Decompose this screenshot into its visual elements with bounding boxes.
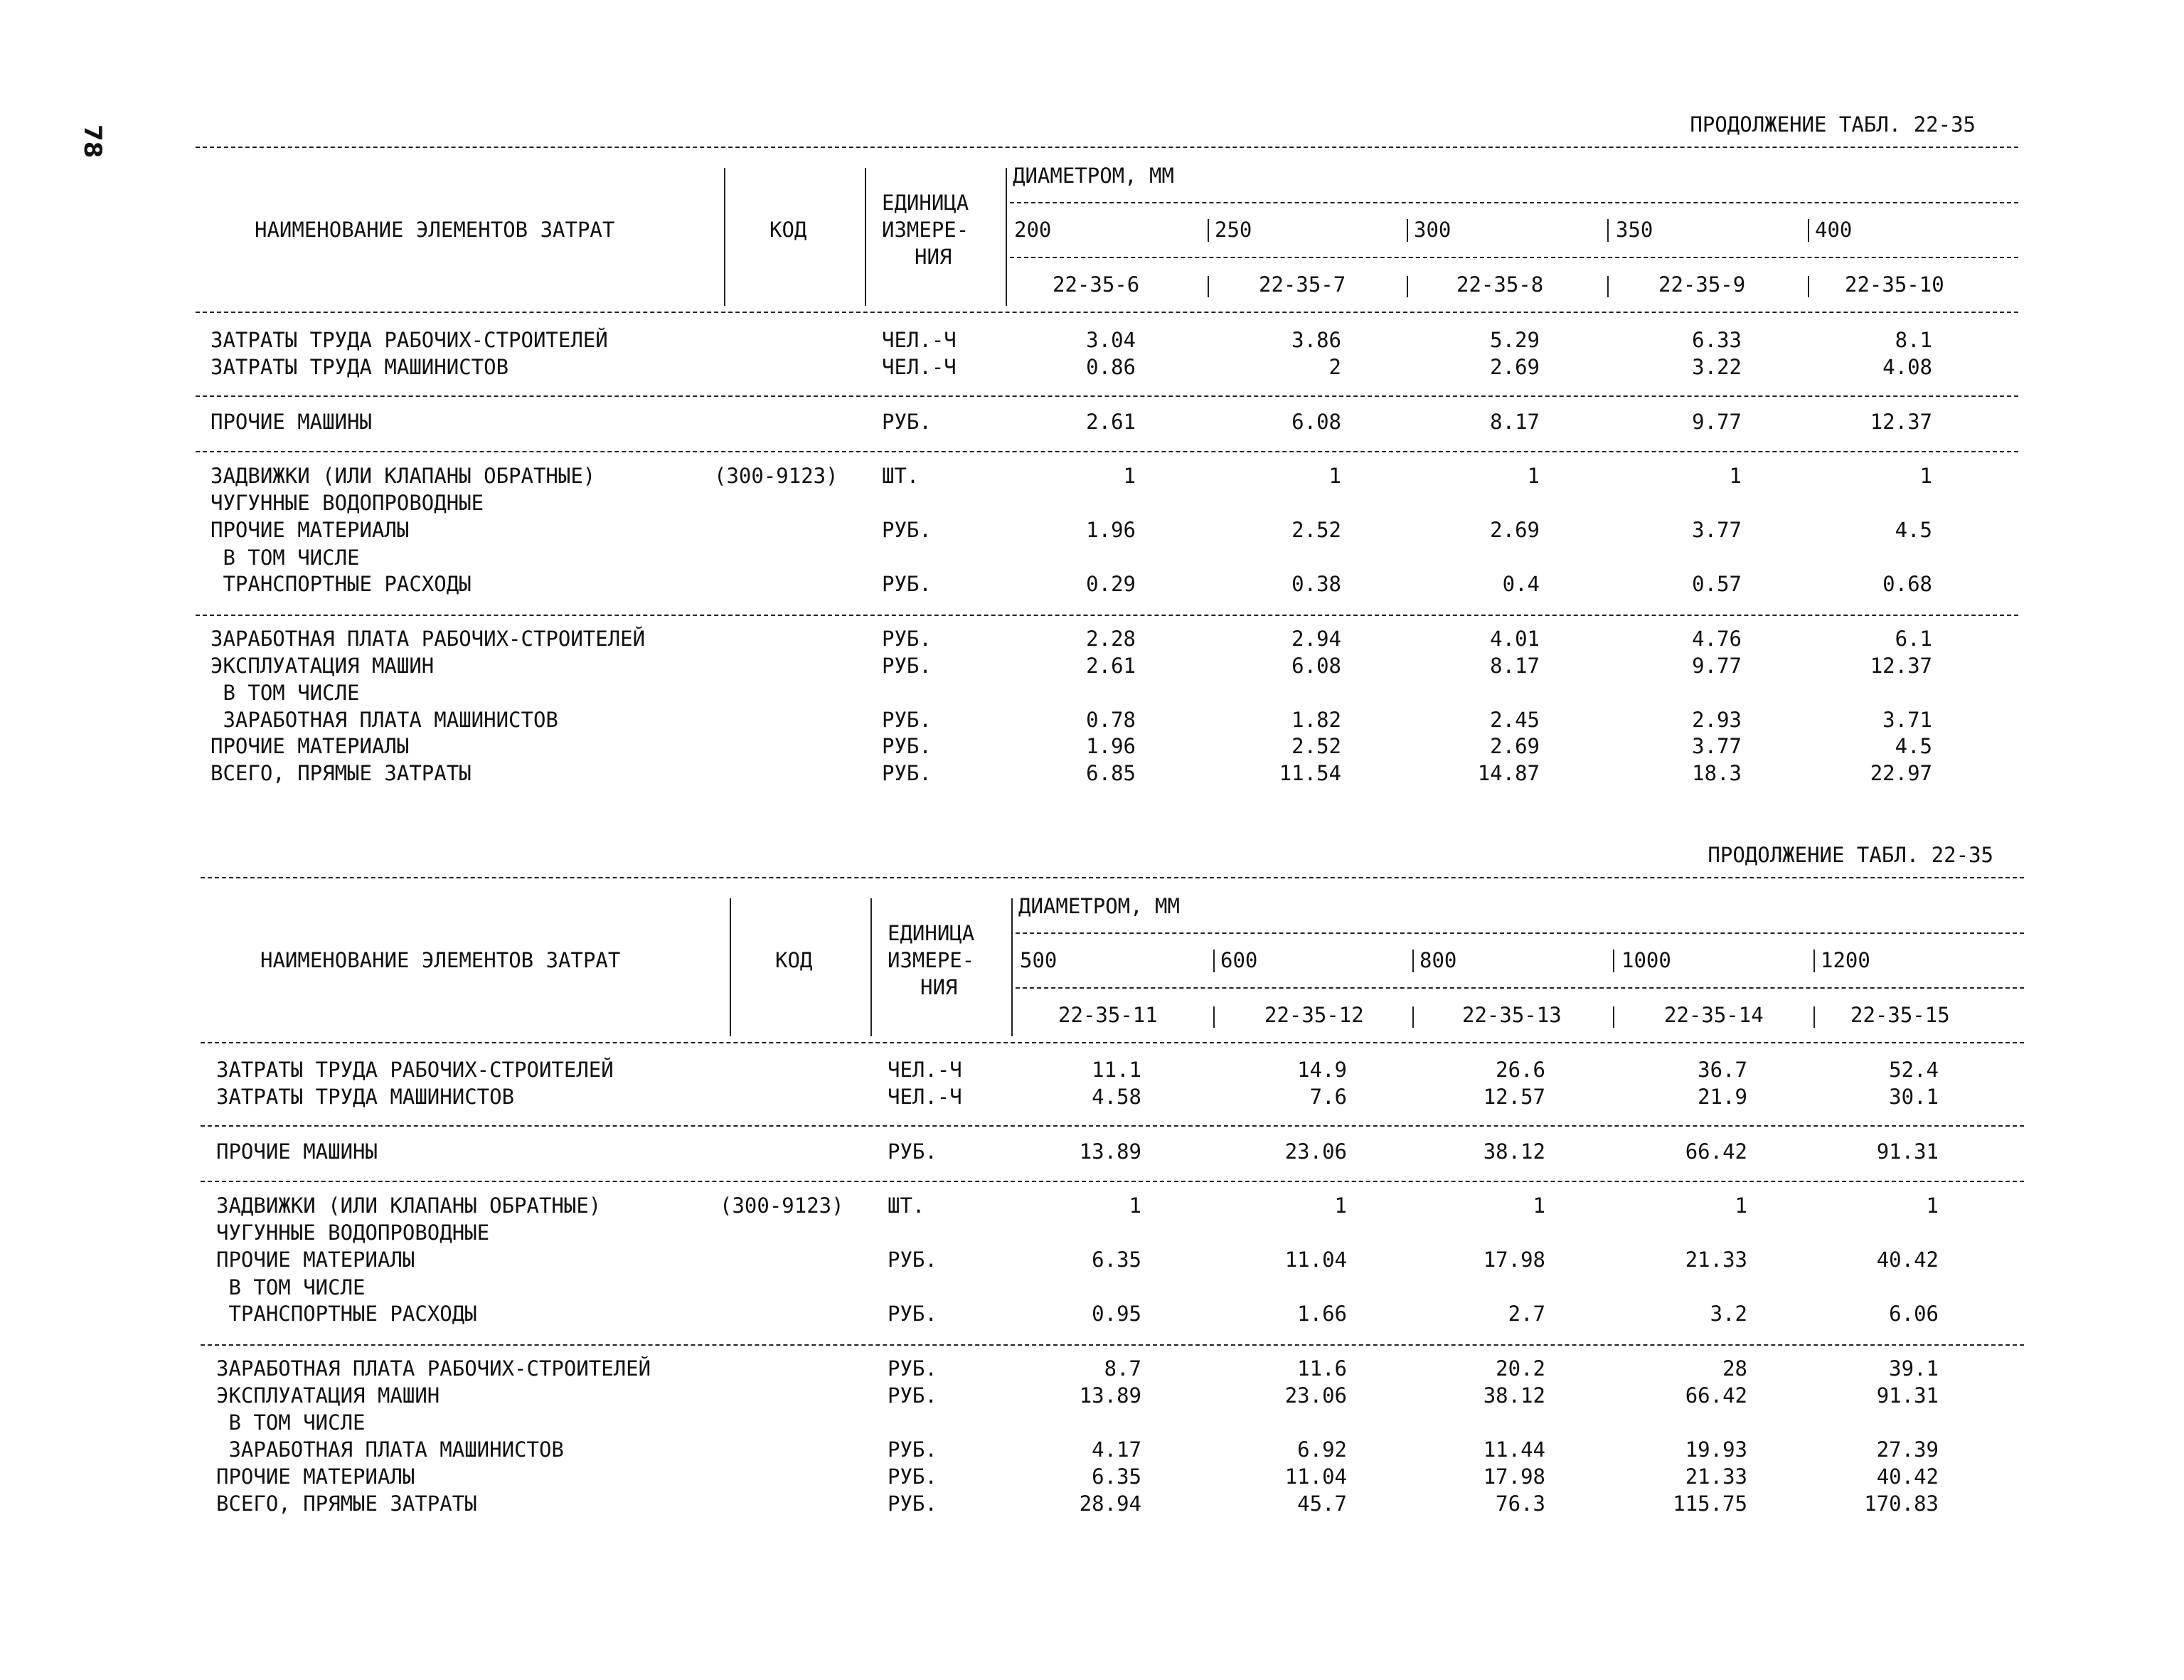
row-value: 11.04: [1284, 1248, 1347, 1272]
row-value: 52.4: [1889, 1058, 1939, 1082]
row-value: 3.22: [1692, 355, 1742, 379]
row-unit: РУБ.: [888, 1139, 937, 1164]
row-value: 0.38: [1291, 572, 1341, 596]
section-rule: [196, 395, 2018, 397]
row-name: ЭКСПЛУАТАЦИЯ МАШИН: [216, 1383, 440, 1408]
header-unit-line1: ЕДИНИЦА: [888, 921, 975, 945]
row-name: ПРОЧИЕ МАШИНЫ: [216, 1139, 378, 1164]
row-value: 6.85: [1086, 761, 1136, 785]
row-unit: РУБ.: [882, 518, 932, 542]
row-unit: ШТ.: [888, 1193, 925, 1218]
unit-column-divider: [1011, 898, 1013, 1036]
row-value: 2.28: [1086, 627, 1136, 651]
row-unit: ЧЕЛ.-Ч: [882, 355, 957, 379]
header-unit-line2: ИЗМЕРЕ-: [888, 948, 975, 972]
row-name: ПРОЧИЕ МАТЕРИАЛЫ: [211, 518, 410, 542]
row-name: В ТОМ ЧИСЛЕ: [211, 681, 360, 705]
row-unit: РУБ.: [882, 410, 932, 434]
row-value: 11.1: [1092, 1058, 1141, 1082]
row-name: ПРОЧИЕ МАТЕРИАЛЫ: [211, 734, 410, 758]
row-name: ПРОЧИЕ МАТЕРИАЛЫ: [216, 1248, 415, 1272]
row-name: ТРАНСПОРТНЫЕ РАСХОДЫ: [216, 1302, 477, 1326]
row-value: 13.89: [1079, 1383, 1141, 1408]
row-value: 27.39: [1876, 1437, 1939, 1462]
row-value: 1.82: [1291, 708, 1341, 732]
row-value: 11.54: [1279, 761, 1341, 785]
row-name: ВСЕГО, ПРЯМЫЕ ЗАТРАТЫ: [216, 1492, 477, 1516]
group-rule: [1010, 202, 2018, 203]
header-unit-line3: НИЯ: [920, 975, 958, 999]
header-rate-code: 22-35-15: [1850, 1003, 1950, 1027]
row-value: 40.42: [1876, 1248, 1939, 1272]
row-unit: ШТ.: [882, 464, 920, 488]
row-value: 0.4: [1502, 572, 1540, 596]
header-rate-code: 22-35-14: [1664, 1003, 1764, 1027]
row-value: 21.33: [1685, 1464, 1747, 1489]
row-unit: РУБ.: [882, 734, 932, 758]
row-value: 4.5: [1895, 518, 1932, 542]
row-name: ЗАТРАТЫ ТРУДА МАШИНИСТОВ: [211, 355, 509, 379]
section-rule: [196, 615, 2018, 616]
name-column-divider: [730, 898, 731, 1036]
row-name: ЗАРАБОТНАЯ ПЛАТА МАШИНИСТОВ: [211, 708, 558, 732]
row-unit: РУБ.: [882, 761, 932, 785]
header-rate-code: 22-35-8: [1456, 272, 1544, 297]
row-unit: РУБ.: [888, 1464, 937, 1489]
header-diameter: 600: [1220, 948, 1258, 972]
header-rate-code: 22-35-6: [1053, 272, 1140, 297]
row-name: ЗАТРАТЫ ТРУДА РАБОЧИХ-СТРОИТЕЛЕЙ: [216, 1058, 614, 1082]
row-value: 4.08: [1882, 355, 1932, 379]
row-value: 3.77: [1692, 518, 1742, 542]
diameter-divider: [1613, 950, 1614, 972]
row-value: 11.6: [1297, 1356, 1347, 1381]
row-value: 3.04: [1086, 328, 1136, 352]
row-name: ЗАРАБОТНАЯ ПЛАТА РАБОЧИХ-СТРОИТЕЛЕЙ: [211, 627, 646, 651]
row-unit: РУБ.: [882, 627, 932, 651]
row-value: 1: [1533, 1193, 1545, 1218]
code-column-divider: [865, 168, 866, 306]
code-divider: [1813, 1006, 1815, 1028]
header-rate-code: 22-35-9: [1658, 272, 1746, 297]
row-value: 6.33: [1692, 328, 1742, 352]
section-rule: [201, 1344, 2024, 1346]
header-diameter-group: ДИАМЕТРОМ, ММ: [1018, 894, 1180, 918]
row-value: 76.3: [1496, 1492, 1545, 1516]
row-value: 115.75: [1673, 1492, 1747, 1516]
row-value: 23.06: [1284, 1383, 1347, 1408]
row-name: В ТОМ ЧИСЛЕ: [216, 1410, 366, 1435]
row-value: 1: [1129, 1193, 1141, 1218]
row-unit: РУБ.: [888, 1492, 937, 1516]
row-name: ЧУГУННЫЕ ВОДОПРОВОДНЫЕ: [211, 491, 484, 515]
header-diameter: 250: [1215, 218, 1252, 242]
row-value: 2.69: [1490, 355, 1540, 379]
code-divider: [1613, 1006, 1614, 1028]
row-name: ЗАТРАТЫ ТРУДА МАШИНИСТОВ: [216, 1085, 515, 1109]
row-value: 13.89: [1079, 1139, 1141, 1164]
row-value: 14.9: [1297, 1058, 1347, 1082]
row-value: 2.69: [1490, 518, 1540, 542]
row-name: ЗАРАБОТНАЯ ПЛАТА РАБОЧИХ-СТРОИТЕЛЕЙ: [216, 1356, 651, 1381]
row-value: 12.57: [1483, 1085, 1545, 1109]
row-value: 2: [1328, 355, 1341, 379]
code-divider: [1407, 276, 1408, 297]
row-value: 6.06: [1889, 1302, 1939, 1326]
row-value: 11.04: [1284, 1464, 1347, 1489]
row-value: 66.42: [1685, 1383, 1747, 1408]
row-value: 22.97: [1870, 761, 1932, 785]
row-name: ЭКСПЛУАТАЦИЯ МАШИН: [211, 654, 435, 678]
row-value: 20.2: [1496, 1356, 1545, 1381]
row-name: В ТОМ ЧИСЛЕ: [211, 546, 360, 570]
row-value: 170.83: [1864, 1492, 1939, 1516]
row-value: 2.52: [1291, 734, 1341, 758]
table-caption: ПРОДОЛЖЕНИЕ ТАБЛ. 22-35: [1708, 843, 1993, 867]
row-value: 91.31: [1876, 1383, 1939, 1408]
header-bottom-rule: [201, 1042, 2024, 1043]
row-unit: РУБ.: [882, 708, 932, 732]
row-value: 4.17: [1092, 1437, 1141, 1462]
diameter-divider: [1607, 219, 1609, 242]
row-unit: РУБ.: [888, 1356, 937, 1381]
row-value: 1.66: [1297, 1302, 1347, 1326]
row-unit: РУБ.: [888, 1437, 937, 1462]
diameter-divider: [1213, 950, 1215, 972]
row-value: 3.86: [1291, 328, 1341, 352]
row-value: 36.7: [1698, 1058, 1747, 1082]
header-name: НАИМЕНОВАНИЕ ЭЛЕМЕНТОВ ЗАТРАТ: [255, 218, 615, 242]
row-value: 40.42: [1876, 1464, 1939, 1489]
row-value: 30.1: [1889, 1085, 1939, 1109]
row-value: 91.31: [1876, 1139, 1939, 1164]
diameter-divider: [1813, 950, 1815, 972]
row-value: 6.35: [1092, 1464, 1141, 1489]
row-value: 21.9: [1698, 1085, 1747, 1109]
header-top-rule: [201, 877, 2024, 878]
diameter-divider: [1208, 219, 1209, 242]
header-rate-code: 22-35-13: [1462, 1003, 1562, 1027]
row-value: 0.57: [1692, 572, 1742, 596]
code-divider: [1208, 276, 1209, 297]
section-rule: [196, 451, 2018, 452]
row-name: ЗАТРАТЫ ТРУДА РАБОЧИХ-СТРОИТЕЛЕЙ: [211, 328, 608, 352]
header-diameter: 800: [1419, 948, 1457, 972]
row-value: 12.37: [1870, 654, 1932, 678]
row-value: 1: [1735, 1193, 1747, 1218]
row-value: 8.1: [1895, 328, 1932, 352]
table-caption: ПРОДОЛЖЕНИЕ ТАБЛ. 22-35: [1690, 112, 1976, 137]
header-unit-line3: НИЯ: [915, 245, 952, 269]
header-bottom-rule: [196, 312, 2018, 313]
code-divider: [1213, 1006, 1215, 1028]
row-value: 19.93: [1685, 1437, 1747, 1462]
row-value: 2.61: [1086, 654, 1136, 678]
row-name: ПРОЧИЕ МАШИНЫ: [211, 410, 372, 434]
section-rule: [201, 1125, 2024, 1127]
row-value: 12.37: [1870, 410, 1932, 434]
row-code: (300-9123): [714, 464, 838, 488]
row-value: 28.94: [1079, 1492, 1141, 1516]
row-value: 1: [1729, 464, 1742, 488]
header-code: КОД: [769, 218, 807, 242]
row-name: ТРАНСПОРТНЫЕ РАСХОДЫ: [211, 572, 472, 596]
row-unit: РУБ.: [882, 572, 932, 596]
row-unit: РУБ.: [888, 1248, 937, 1272]
row-value: 38.12: [1483, 1383, 1545, 1408]
row-value: 4.76: [1692, 627, 1742, 651]
diameter-rule: [1010, 257, 2018, 258]
row-value: 2.94: [1291, 627, 1341, 651]
row-unit: РУБ.: [888, 1302, 937, 1326]
row-name: ЗАРАБОТНАЯ ПЛАТА МАШИНИСТОВ: [216, 1437, 564, 1462]
row-name: ВСЕГО, ПРЯМЫЕ ЗАТРАТЫ: [211, 761, 472, 785]
row-value: 8.7: [1104, 1356, 1141, 1381]
row-value: 4.5: [1895, 734, 1932, 758]
row-value: 2.7: [1508, 1302, 1545, 1326]
row-value: 6.08: [1291, 410, 1341, 434]
row-value: 8.17: [1490, 410, 1540, 434]
row-value: 2.52: [1291, 518, 1341, 542]
row-value: 6.35: [1092, 1248, 1141, 1272]
row-value: 23.06: [1284, 1139, 1347, 1164]
header-top-rule: [196, 147, 2018, 148]
header-name: НАИМЕНОВАНИЕ ЭЛЕМЕНТОВ ЗАТРАТ: [260, 948, 621, 972]
header-code: КОД: [775, 948, 813, 972]
header-rate-code: 22-35-11: [1058, 1003, 1158, 1027]
row-value: 14.87: [1477, 761, 1540, 785]
row-name: ЧУГУННЫЕ ВОДОПРОВОДНЫЕ: [216, 1221, 490, 1245]
row-value: 2.93: [1692, 708, 1742, 732]
diameter-divider: [1808, 219, 1809, 242]
row-name: ЗАДВИЖКИ (ИЛИ КЛАПАНЫ ОБРАТНЫЕ): [216, 1193, 602, 1218]
row-value: 6.1: [1895, 627, 1932, 651]
header-unit-line2: ИЗМЕРЕ-: [882, 218, 969, 242]
code-divider: [1412, 1006, 1414, 1028]
row-value: 1: [1527, 464, 1540, 488]
header-diameter: 500: [1020, 948, 1058, 972]
row-value: 21.33: [1685, 1248, 1747, 1272]
page-number: 78: [78, 124, 107, 159]
header-rate-code: 22-35-7: [1259, 272, 1346, 297]
row-value: 0.68: [1882, 572, 1932, 596]
row-value: 5.29: [1490, 328, 1540, 352]
row-value: 6.92: [1297, 1437, 1347, 1462]
row-value: 26.6: [1496, 1058, 1545, 1082]
code-divider: [1808, 276, 1809, 297]
row-value: 39.1: [1889, 1356, 1939, 1381]
row-value: 11.44: [1483, 1437, 1545, 1462]
row-value: 28: [1722, 1356, 1747, 1381]
unit-column-divider: [1006, 168, 1007, 306]
row-unit: ЧЕЛ.-Ч: [888, 1058, 962, 1082]
row-unit: РУБ.: [882, 654, 932, 678]
row-unit: РУБ.: [888, 1383, 937, 1408]
row-value: 17.98: [1483, 1464, 1545, 1489]
row-value: 0.78: [1086, 708, 1136, 732]
row-value: 2.69: [1490, 734, 1540, 758]
header-rate-code: 22-35-12: [1264, 1003, 1364, 1027]
row-value: 9.77: [1692, 654, 1742, 678]
diameter-rule: [1016, 987, 2024, 989]
row-value: 45.7: [1297, 1492, 1347, 1516]
group-rule: [1016, 932, 2024, 934]
row-value: 1: [1328, 464, 1341, 488]
header-diameter: 400: [1815, 218, 1853, 242]
row-value: 6.08: [1291, 654, 1341, 678]
row-value: 1: [1919, 464, 1932, 488]
row-value: 0.29: [1086, 572, 1136, 596]
code-divider: [1607, 276, 1609, 297]
diameter-divider: [1407, 219, 1408, 242]
row-value: 4.01: [1490, 627, 1540, 651]
name-column-divider: [724, 168, 725, 306]
row-name: ЗАДВИЖКИ (ИЛИ КЛАПАНЫ ОБРАТНЫЕ): [211, 464, 596, 488]
header-unit-line1: ЕДИНИЦА: [882, 191, 969, 215]
row-value: 0.86: [1086, 355, 1136, 379]
row-value: 0.95: [1092, 1302, 1141, 1326]
row-name: В ТОМ ЧИСЛЕ: [216, 1275, 366, 1299]
row-value: 8.17: [1490, 654, 1540, 678]
row-value: 2.45: [1490, 708, 1540, 732]
row-value: 1: [1334, 1193, 1347, 1218]
row-value: 4.58: [1092, 1085, 1141, 1109]
row-name: ПРОЧИЕ МАТЕРИАЛЫ: [216, 1464, 415, 1489]
row-value: 17.98: [1483, 1248, 1545, 1272]
header-diameter-group: ДИАМЕТРОМ, ММ: [1013, 164, 1174, 188]
diameter-divider: [1412, 950, 1414, 972]
row-code: (300-9123): [720, 1193, 844, 1218]
header-diameter: 1200: [1821, 948, 1870, 972]
header-diameter: 350: [1616, 218, 1653, 242]
header-diameter: 1000: [1621, 948, 1671, 972]
header-rate-code: 22-35-10: [1845, 272, 1944, 297]
header-diameter: 300: [1414, 218, 1451, 242]
row-value: 38.12: [1483, 1139, 1545, 1164]
row-value: 9.77: [1692, 410, 1742, 434]
row-unit: ЧЕЛ.-Ч: [888, 1085, 962, 1109]
row-value: 1.96: [1086, 518, 1136, 542]
row-value: 3.71: [1882, 708, 1932, 732]
row-unit: ЧЕЛ.-Ч: [882, 328, 957, 352]
row-value: 1: [1926, 1193, 1939, 1218]
row-value: 7.6: [1309, 1085, 1347, 1109]
code-column-divider: [870, 898, 872, 1036]
row-value: 1: [1123, 464, 1136, 488]
row-value: 2.61: [1086, 410, 1136, 434]
row-value: 18.3: [1692, 761, 1742, 785]
row-value: 3.2: [1710, 1302, 1747, 1326]
row-value: 1.96: [1086, 734, 1136, 758]
row-value: 3.77: [1692, 734, 1742, 758]
section-rule: [201, 1181, 2024, 1182]
row-value: 66.42: [1685, 1139, 1747, 1164]
header-diameter: 200: [1014, 218, 1052, 242]
